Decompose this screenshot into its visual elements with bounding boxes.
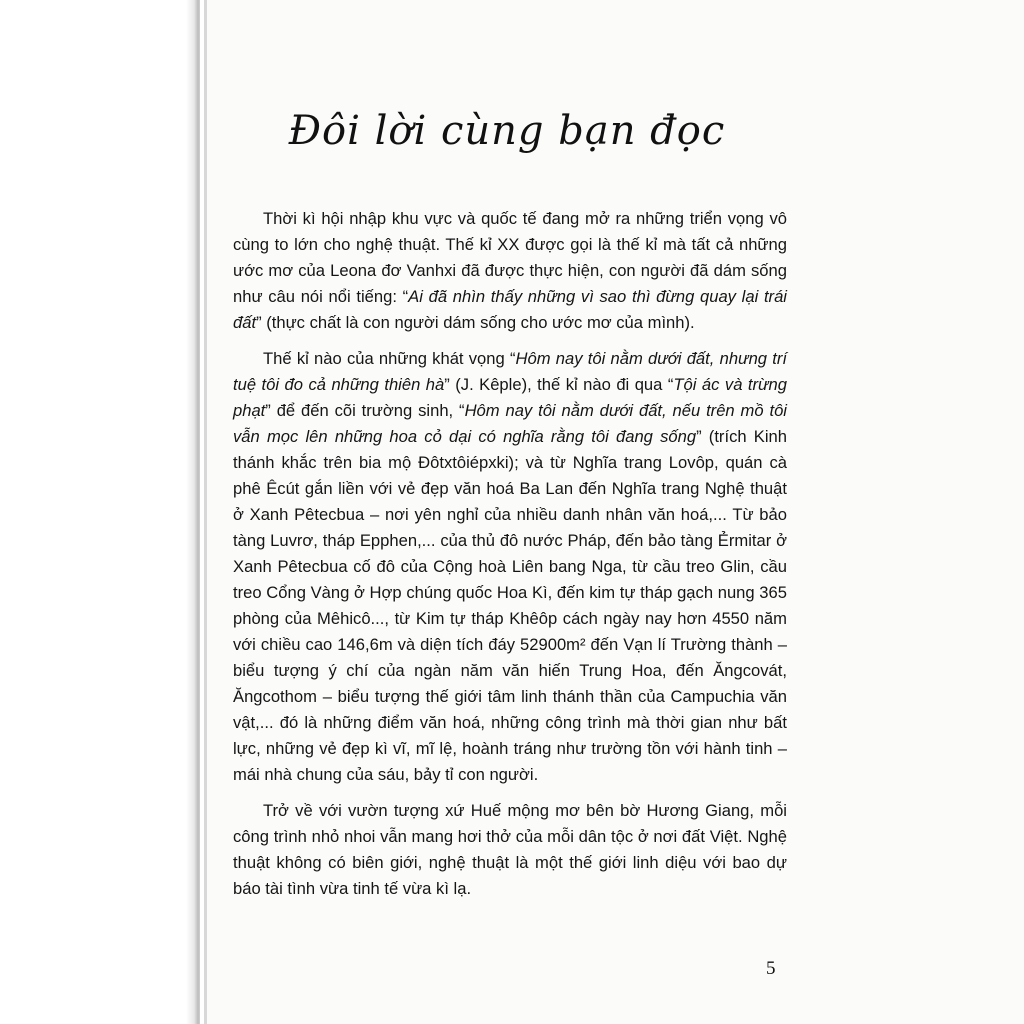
text-run: ” để đến cõi trường sinh, “ [265,401,465,420]
paragraph [233,206,787,336]
text-run: Trở về với vườn tượng xứ Huế mộng mơ bên bờ Hương Giang, mỗi công trình nhỏ nhoi vẫn mang hơi thở của mỗi dân tộc ở nơi đất Việt. Nghệ thuật không có biên giới, nghệ thuật là một thế giới linh diệu với bao dự báo tài tình vừa tinh tế vừa kì lạ. [233,801,787,898]
text-run: ” (J. Kêple), thế kỉ nào đi qua “ [444,375,674,394]
text-run: ” (thực chất là con người dám sống cho ước mơ của mình). [256,313,695,332]
text-run: Thời kì hội nhập khu vực và quốc tế đang mở ra những triển vọng vô cùng to lớn cho nghệ thuật. Thế kỉ XX được gọi là thế kỉ mà tất cả những ước mơ của Leona đơ Vanhxi đã được thực hiện, con người đã dám sống như câu nói nổi tiếng: “ [233,209,787,306]
italic-quote: Hôm nay tôi nằm dưới đất, nhưng trí tuệ tôi đo cả những thiên hà [233,349,787,394]
page-edge [204,0,207,1024]
text-run: ” (trích Kinh thánh khắc trên bia mộ Đôtxtôiépxki); và từ Nghĩa trang Lovôp, quán cà phê Êcút gắn liền với vẻ đẹp văn hoá Ba Lan đến Nghĩa trang Nghệ thuật ở Xanh Pêtecbua – nơi yên nghỉ của nhiều danh nhân văn hoá,... Từ bảo tàng Luvrơ, tháp Epphen,... của thủ đô nước Pháp, đến bảo tàng Ẻrmitar ở Xanh Pêtecbua cố đô của Cộng hoà Liên bang Nga, từ cầu treo Glin, cầu treo Cổng Vàng ở Hợp chúng quốc Hoa Kì, đến kim tự tháp gạch nung 365 phòng của Mêhicô..., từ Kim tự tháp Khêôp cách ngày nay hơn 4550 năm với chiều cao 146,6m và diện tích đáy 52900m² đến Vạn lí Trường thành – biểu tượng ý chí của ngàn năm văn hiến Trung Hoa, đến Ăngcovát, Ăngcothom – biểu tượng thế giới tâm linh thánh thần của Campuchia văn vật,... đó là những điểm văn hoá, những công trình mà thời gian như bất lực, những vẻ đẹp kì vĩ, mĩ lệ, hoành tráng như trường tồn với hành tinh – mái nhà chung của sáu, bảy tỉ con người. [233,427,787,784]
body-text [233,206,787,912]
paragraph [233,346,787,788]
book-spine-shadow [0,0,200,1024]
paragraph [233,798,787,902]
italic-quote: Tội ác và trừng phạt [233,375,788,420]
page-number: 5 [766,958,776,979]
italic-quote: Hôm nay tôi nằm dưới đất, nếu trên mồ tôi vẫn mọc lên những hoa cỏ dại có nghĩa rằng tôi đang sống [233,401,787,446]
text-run: Thế kỉ nào của những khát vọng “ [263,349,516,368]
italic-quote: Ai đã nhìn thấy những vì sao thì đừng quay lại trái đất [233,287,787,332]
page-title: Đôi lời cùng bạn đọc [288,108,726,154]
